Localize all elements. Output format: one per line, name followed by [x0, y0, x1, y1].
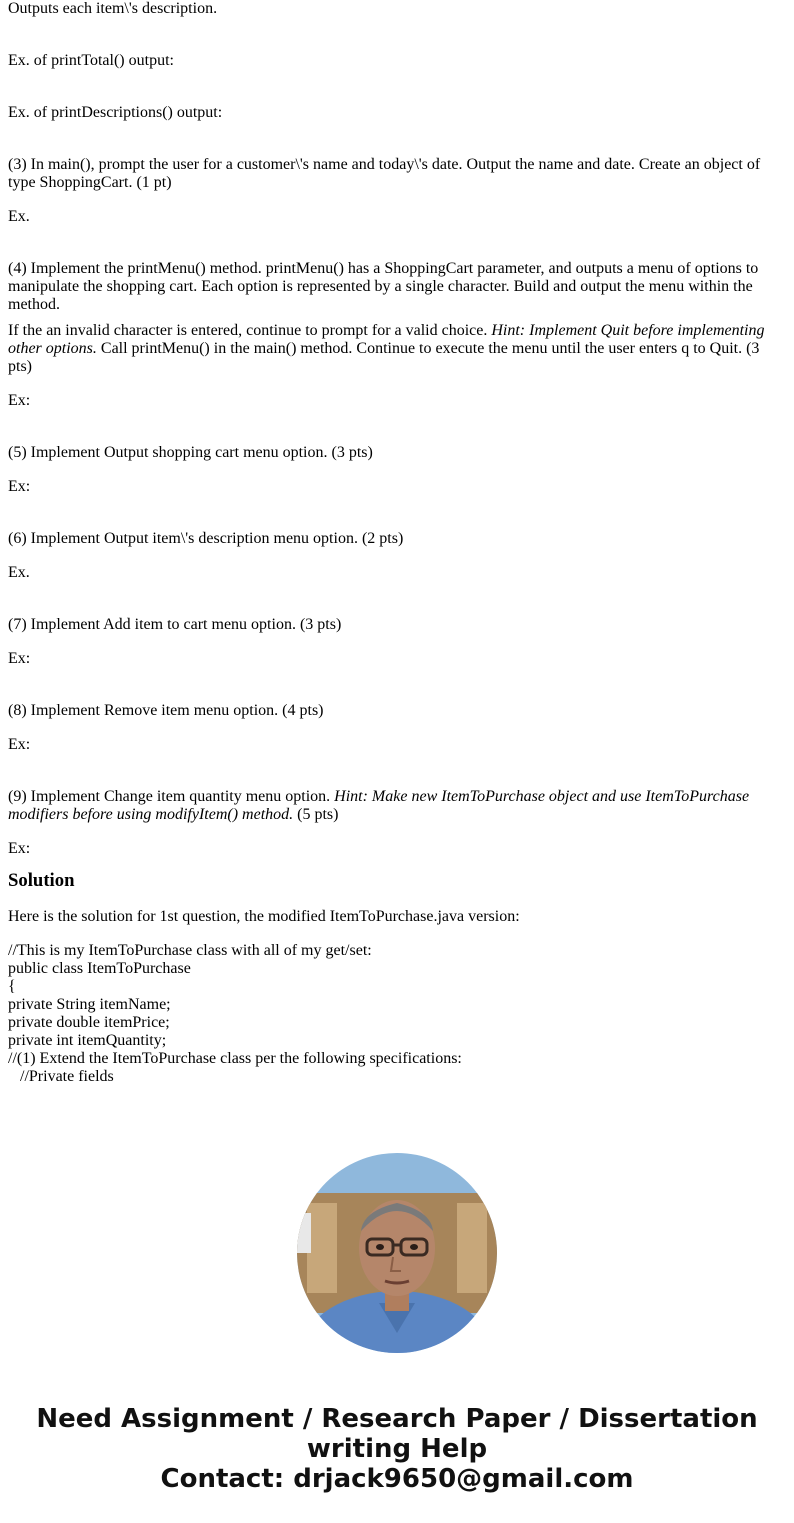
- para-step-9: [8, 788, 786, 824]
- code-block: [8, 942, 786, 1086]
- para-step-4: (4) Implement the printMenu() method. printMenu() has a ShoppingCart parameter, and outputs a menu of options to manipulate the shopping cart. Each option is represented by a single character. Build and output the menu within the method.: [8, 260, 759, 313]
- promo-banner: [0, 1404, 794, 1494]
- code-line: //Private fields: [8, 1068, 114, 1085]
- para-step-7: (7) Implement Add item to cart menu option. (3 pts): [8, 616, 342, 633]
- para-step-6: (6) Implement Output item\'s description menu option. (2 pts): [8, 530, 404, 547]
- para-outputs-description: Outputs each item\'s description.: [8, 0, 218, 17]
- p4b-lead: If the an invalid character is entered, continue to prompt for a valid choice.: [8, 322, 492, 339]
- sec9-tail: (5 pts): [293, 806, 339, 823]
- solution-intro: Here is the solution for 1st question, the modified ItemToPurchase.java version:: [8, 908, 520, 925]
- code-line: private double itemPrice;: [8, 1014, 170, 1031]
- promo-line-1: Need Assignment / Research Paper / Dissertation: [36, 1404, 758, 1434]
- para-ex-5: Ex:: [8, 478, 31, 495]
- code-line: //(1) Extend the ItemToPurchase class per the following specifications:: [8, 1050, 462, 1067]
- code-line: {: [8, 978, 16, 995]
- code-line: private int itemQuantity;: [8, 1032, 167, 1049]
- para-step-3: (3) In main(), prompt the user for a customer\'s name and today\'s date. Output the name and date. Create an object of type ShoppingCart. (1 pt): [8, 156, 761, 191]
- para-step-5: (5) Implement Output shopping cart menu option. (3 pts): [8, 444, 373, 461]
- sec9-hint: Hint: Make new ItemToPurchase object and use ItemToPurchase modifiers before using modifyItem() method.: [8, 788, 750, 823]
- p4b-hint: Hint: Implement Quit before implementing other options.: [8, 322, 765, 357]
- para-ex-3: Ex.: [8, 208, 30, 225]
- para-ex-8: Ex:: [8, 736, 31, 753]
- para-ex-print-total: Ex. of printTotal() output:: [8, 52, 174, 69]
- p4b-tail: Call printMenu() in the main() method. Continue to execute the menu until the user enters q to Quit. (3 pts): [8, 340, 760, 375]
- code-line: public class ItemToPurchase: [8, 960, 191, 977]
- para-ex-print-descriptions: Ex. of printDescriptions() output:: [8, 104, 223, 121]
- promo-line-2: writing Help: [306, 1434, 488, 1464]
- code-line: private String itemName;: [8, 996, 171, 1013]
- solution-heading: Solution: [8, 870, 75, 891]
- author-avatar: [297, 1153, 497, 1353]
- para-ex-7: Ex:: [8, 650, 31, 667]
- sec9-lead: (9) Implement Change item quantity menu option.: [8, 788, 335, 805]
- code-line: //This is my ItemToPurchase class with all of my get/set:: [8, 942, 372, 959]
- para-ex-6: Ex.: [8, 564, 30, 581]
- promo-contact: Contact: drjack9650@gmail.com: [160, 1464, 634, 1494]
- para-ex-4: Ex:: [8, 392, 31, 409]
- para-step-8: (8) Implement Remove item menu option. (4 pts): [8, 702, 324, 719]
- para-ex-9: Ex:: [8, 840, 31, 857]
- para-step-4-continued: [8, 322, 786, 376]
- avatar-portrait: [297, 1153, 497, 1353]
